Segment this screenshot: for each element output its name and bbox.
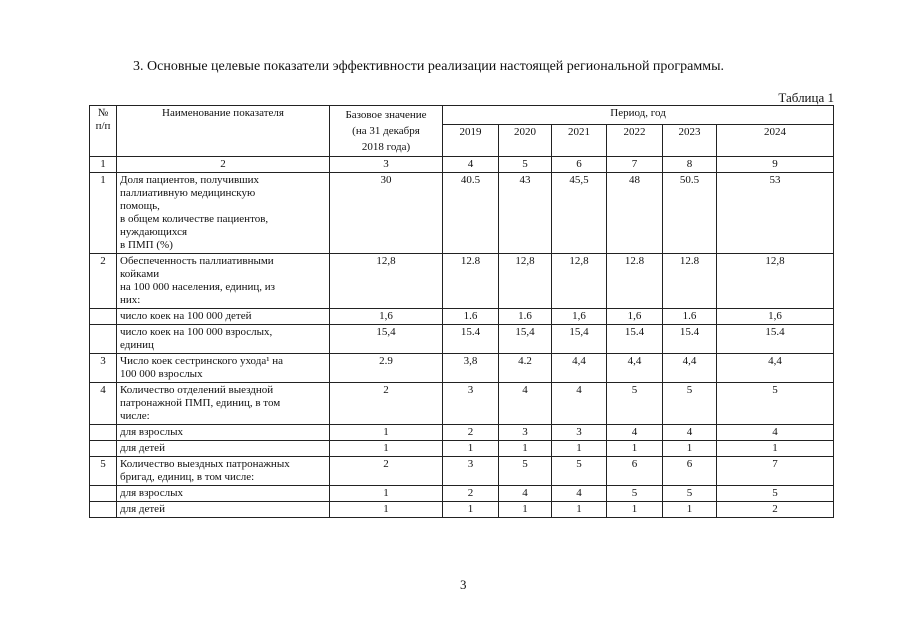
table-row [90, 325, 834, 354]
table-row [90, 425, 834, 441]
base-value: 2 [330, 383, 443, 425]
year-value: 1,6 [552, 309, 607, 325]
year-value: 45,5 [552, 173, 607, 254]
year-value: 2 [443, 486, 499, 502]
year-value: 3 [443, 383, 499, 425]
indicators-table [89, 105, 834, 518]
year-value: 4 [552, 486, 607, 502]
row-number: 1 [90, 173, 117, 254]
year-value: 4 [717, 425, 834, 441]
indicator-name: число коек на 100 000 взрослых, единиц [117, 325, 330, 354]
year-value: 4 [663, 425, 717, 441]
year-value: 1 [607, 441, 663, 457]
year-value: 1,6 [607, 309, 663, 325]
column-index-cell: 4 [443, 157, 499, 173]
column-index-cell: 1 [90, 157, 117, 173]
year-value: 5 [663, 486, 717, 502]
header-year: 2020 [499, 125, 552, 157]
year-value: 15,4 [499, 325, 552, 354]
year-value: 6 [663, 457, 717, 486]
year-value: 4 [499, 383, 552, 425]
year-value: 3 [443, 457, 499, 486]
table-row [90, 486, 834, 502]
year-value: 2 [443, 425, 499, 441]
row-number [90, 425, 117, 441]
year-value: 3,8 [443, 354, 499, 383]
year-value: 4,4 [607, 354, 663, 383]
header-year: 2019 [443, 125, 499, 157]
indicator-name: для детей [117, 441, 330, 457]
header-year: 2022 [607, 125, 663, 157]
base-value: 1 [330, 502, 443, 518]
base-value: 12,8 [330, 254, 443, 309]
year-value: 50.5 [663, 173, 717, 254]
base-value: 2.9 [330, 354, 443, 383]
column-index-cell: 9 [717, 157, 834, 173]
header-year: 2024 [717, 125, 834, 157]
header-year: 2021 [552, 125, 607, 157]
year-value: 4 [499, 486, 552, 502]
year-value: 1 [443, 441, 499, 457]
year-value: 5 [663, 383, 717, 425]
table-row [90, 502, 834, 518]
base-value: 30 [330, 173, 443, 254]
table-row [90, 441, 834, 457]
year-value: 1.6 [443, 309, 499, 325]
header-number: № п/п [90, 106, 117, 157]
year-value: 12,8 [717, 254, 834, 309]
year-value: 2 [717, 502, 834, 518]
column-index-cell: 5 [499, 157, 552, 173]
year-value: 4,4 [552, 354, 607, 383]
indicator-name: Доля пациентов, получивших паллиативную медицинскую помощь, в общем количестве пациентов, нуждающихся в ПМП (%) [117, 173, 330, 254]
base-value: 1,6 [330, 309, 443, 325]
year-value: 15.4 [607, 325, 663, 354]
indicator-name: Количество отделений выездной патронажной ПМП, единиц, в том числе: [117, 383, 330, 425]
year-value: 1 [663, 441, 717, 457]
year-value: 5 [607, 486, 663, 502]
page-number: 3 [460, 577, 467, 592]
year-value: 12.8 [443, 254, 499, 309]
table-row [90, 354, 834, 383]
year-value: 1,6 [717, 309, 834, 325]
row-number [90, 441, 117, 457]
base-value: 1 [330, 441, 443, 457]
year-value: 5 [499, 457, 552, 486]
table-row [90, 383, 834, 425]
year-value: 6 [607, 457, 663, 486]
year-value: 48 [607, 173, 663, 254]
year-value: 1 [499, 502, 552, 518]
year-value: 4 [552, 383, 607, 425]
year-value: 1.6 [499, 309, 552, 325]
indicator-name: для взрослых [117, 425, 330, 441]
table-row [90, 173, 834, 254]
column-index-cell: 8 [663, 157, 717, 173]
year-value: 12.8 [607, 254, 663, 309]
row-number [90, 309, 117, 325]
row-number [90, 486, 117, 502]
year-value: 53 [717, 173, 834, 254]
year-value: 15.4 [663, 325, 717, 354]
year-value: 1 [499, 441, 552, 457]
row-number [90, 502, 117, 518]
year-value: 4.2 [499, 354, 552, 383]
year-value: 1 [552, 502, 607, 518]
indicator-name: для детей [117, 502, 330, 518]
header-period: Период, год [443, 106, 834, 125]
year-value: 1 [717, 441, 834, 457]
year-value: 1 [607, 502, 663, 518]
year-value: 1.6 [663, 309, 717, 325]
year-value: 15.4 [717, 325, 834, 354]
base-value: 15,4 [330, 325, 443, 354]
year-value: 5 [717, 486, 834, 502]
year-value: 3 [552, 425, 607, 441]
year-value: 4 [607, 425, 663, 441]
indicator-name: Обеспеченность паллиативными койками на 100 000 населения, единиц, из них: [117, 254, 330, 309]
table-caption: Таблица 1 [778, 90, 834, 105]
base-value: 1 [330, 425, 443, 441]
row-number: 4 [90, 383, 117, 425]
year-value: 5 [717, 383, 834, 425]
indicator-name: Число коек сестринского ухода¹ на 100 000 взрослых [117, 354, 330, 383]
header-indicator-name: Наименование показателя [117, 106, 330, 157]
indicator-name: для взрослых [117, 486, 330, 502]
column-index-cell: 6 [552, 157, 607, 173]
year-value: 1 [443, 502, 499, 518]
table-row [90, 254, 834, 309]
year-value: 5 [552, 457, 607, 486]
base-value: 1 [330, 486, 443, 502]
indicator-name: Количество выездных патронажных бригад, единиц, в том числе: [117, 457, 330, 486]
year-value: 15.4 [443, 325, 499, 354]
column-index-cell: 3 [330, 157, 443, 173]
indicator-name: число коек на 100 000 детей [117, 309, 330, 325]
year-value: 1 [552, 441, 607, 457]
table-row [90, 457, 834, 486]
year-value: 5 [607, 383, 663, 425]
year-value: 12,8 [499, 254, 552, 309]
year-value: 43 [499, 173, 552, 254]
row-number: 2 [90, 254, 117, 309]
header-year: 2023 [663, 125, 717, 157]
year-value: 4,4 [663, 354, 717, 383]
section-heading: 3. Основные целевые показатели эффективности реализации настоящей региональной программы. [133, 59, 725, 74]
year-value: 40.5 [443, 173, 499, 254]
base-value: 2 [330, 457, 443, 486]
year-value: 3 [499, 425, 552, 441]
year-value: 1 [663, 502, 717, 518]
year-value: 12,8 [552, 254, 607, 309]
year-value: 15,4 [552, 325, 607, 354]
row-number: 3 [90, 354, 117, 383]
row-number: 5 [90, 457, 117, 486]
row-number [90, 325, 117, 354]
year-value: 7 [717, 457, 834, 486]
year-value: 12.8 [663, 254, 717, 309]
year-value: 4,4 [717, 354, 834, 383]
column-index-cell: 7 [607, 157, 663, 173]
column-index-cell: 2 [117, 157, 330, 173]
header-base-value: Базовое значение (на 31 декабря 2018 года) [330, 106, 443, 157]
table-row [90, 309, 834, 325]
